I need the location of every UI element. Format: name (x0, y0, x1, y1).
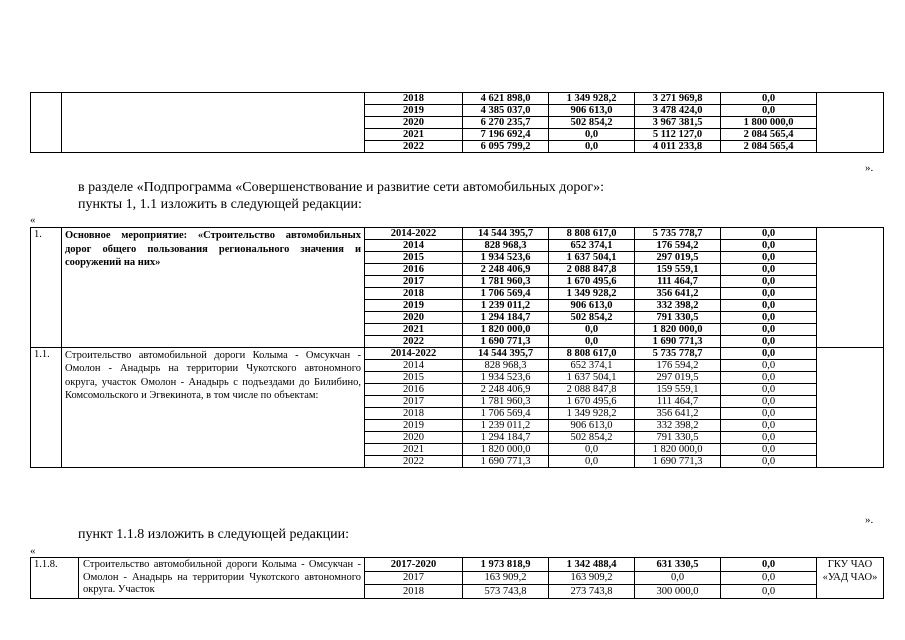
value-cell: 0,0 (721, 432, 817, 444)
value-cell: 828 968,3 (463, 360, 549, 372)
value-cell: 0,0 (721, 585, 817, 599)
year-cell: 2014-2022 (365, 348, 463, 360)
table-row (31, 348, 884, 360)
value-cell: 4 011 233,8 (635, 141, 721, 153)
year-cell: 2022 (365, 141, 463, 153)
value-cell: 5 735 778,7 (635, 348, 721, 360)
value-cell: 652 374,1 (549, 360, 635, 372)
value-cell: 0,0 (721, 456, 817, 468)
value-cell: 1 934 523,6 (463, 372, 549, 384)
value-cell: 159 559,1 (635, 384, 721, 396)
value-cell: 1 637 504,1 (549, 252, 635, 264)
value-cell: 300 000,0 (635, 585, 721, 599)
value-cell: 1 820 000,0 (463, 324, 549, 336)
value-cell: 0,0 (721, 408, 817, 420)
value-cell: 1 820 000,0 (463, 444, 549, 456)
executor-cell (817, 228, 884, 348)
year-cell: 2021 (365, 129, 463, 141)
executor-cell (817, 348, 884, 468)
value-cell: 1 690 771,3 (463, 456, 549, 468)
value-cell: 1 294 184,7 (463, 312, 549, 324)
value-cell: 0,0 (721, 228, 817, 240)
value-cell: 791 330,5 (635, 432, 721, 444)
item-number: 1. (31, 228, 62, 348)
value-cell: 0,0 (721, 420, 817, 432)
value-cell: 4 621 898,0 (463, 93, 549, 105)
point-1-1-8-intro-text: пункт 1.1.8 изложить в следующей редакции: (78, 527, 349, 542)
value-cell: 111 464,7 (635, 276, 721, 288)
year-cell: 2021 (365, 444, 463, 456)
value-cell: 0,0 (721, 372, 817, 384)
close-quote-2: ». (865, 514, 874, 526)
value-cell: 1 690 771,3 (635, 456, 721, 468)
top-table (30, 92, 884, 153)
value-cell: 502 854,2 (549, 432, 635, 444)
value-cell: 332 398,2 (635, 420, 721, 432)
year-cell: 2014-2022 (365, 228, 463, 240)
value-cell: 0,0 (549, 141, 635, 153)
value-cell: 828 968,3 (463, 240, 549, 252)
value-cell: 906 613,0 (549, 105, 635, 117)
value-cell: 1 637 504,1 (549, 372, 635, 384)
year-cell: 2019 (365, 420, 463, 432)
value-cell: 0,0 (549, 456, 635, 468)
name-cell (62, 93, 365, 153)
value-cell: 0,0 (721, 300, 817, 312)
value-cell: 0,0 (721, 264, 817, 276)
value-cell: 6 095 799,2 (463, 141, 549, 153)
value-cell: 906 613,0 (549, 420, 635, 432)
value-cell: 0,0 (721, 558, 817, 572)
value-cell: 906 613,0 (549, 300, 635, 312)
value-cell: 1 690 771,3 (635, 336, 721, 348)
value-cell: 8 808 617,0 (549, 228, 635, 240)
value-cell: 0,0 (721, 93, 817, 105)
close-quote-1: ». (865, 162, 874, 174)
value-cell: 7 196 692,4 (463, 129, 549, 141)
value-cell: 0,0 (721, 348, 817, 360)
value-cell: 3 478 424,0 (635, 105, 721, 117)
value-cell: 1 800 000,0 (721, 117, 817, 129)
item-number: 1.1.8. (31, 558, 79, 599)
value-cell: 1 349 928,2 (549, 288, 635, 300)
year-cell: 2015 (365, 372, 463, 384)
year-cell: 2018 (365, 408, 463, 420)
main-measure-table (30, 227, 884, 468)
value-cell: 0,0 (721, 360, 817, 372)
value-cell: 652 374,1 (549, 240, 635, 252)
year-cell: 2019 (365, 105, 463, 117)
value-cell: 14 544 395,7 (463, 348, 549, 360)
value-cell: 1 973 818,9 (463, 558, 549, 572)
year-cell: 2014 (365, 360, 463, 372)
value-cell: 1 239 011,2 (463, 420, 549, 432)
value-cell: 163 909,2 (463, 571, 549, 585)
item-1-1-8-table (30, 557, 884, 599)
year-cell: 2020 (365, 432, 463, 444)
value-cell: 176 594,2 (635, 360, 721, 372)
year-cell: 2016 (365, 264, 463, 276)
year-cell: 2021 (365, 324, 463, 336)
table-row (31, 558, 884, 572)
table-row (31, 93, 884, 105)
value-cell: 0,0 (635, 571, 721, 585)
value-cell: 1 294 184,7 (463, 432, 549, 444)
year-cell: 2017 (365, 276, 463, 288)
value-cell: 791 330,5 (635, 312, 721, 324)
item-number: 1.1. (31, 348, 62, 468)
value-cell: 1 706 569,4 (463, 408, 549, 420)
value-cell: 2 088 847,8 (549, 264, 635, 276)
value-cell: 5 735 778,7 (635, 228, 721, 240)
year-cell: 2015 (365, 252, 463, 264)
value-cell: 1 934 523,6 (463, 252, 549, 264)
value-cell: 573 743,8 (463, 585, 549, 599)
open-quote-2: « (30, 545, 36, 557)
value-cell: 0,0 (721, 324, 817, 336)
points-intro-text: пункты 1, 1.1 изложить в следующей редакции: (78, 197, 362, 212)
value-cell: 2 084 565,4 (721, 129, 817, 141)
value-cell: 502 854,2 (549, 117, 635, 129)
value-cell: 1 820 000,0 (635, 324, 721, 336)
year-cell: 2017 (365, 396, 463, 408)
value-cell: 273 743,8 (549, 585, 635, 599)
value-cell: 0,0 (549, 129, 635, 141)
year-cell: 2019 (365, 300, 463, 312)
value-cell: 3 271 969,8 (635, 93, 721, 105)
value-cell: 159 559,1 (635, 264, 721, 276)
value-cell: 2 088 847,8 (549, 384, 635, 396)
value-cell: 1 349 928,2 (549, 408, 635, 420)
value-cell: 0,0 (721, 384, 817, 396)
year-cell: 2018 (365, 93, 463, 105)
value-cell: 3 967 381,5 (635, 117, 721, 129)
value-cell: 0,0 (549, 444, 635, 456)
value-cell: 1 670 495,6 (549, 276, 635, 288)
table-row (31, 228, 884, 240)
value-cell: 1 342 488,4 (549, 558, 635, 572)
item-name: Строительство автомобильной дороги Колыма - Омсукчан - Омолон - Анадырь на территории Чукотского автономного округа, участок Омолон - Анадырь с подъездами до Билибино, Комсомольского и Эгвекинота, в том числе по объектам: (62, 348, 365, 468)
year-cell: 2022 (365, 336, 463, 348)
value-cell: 332 398,2 (635, 300, 721, 312)
year-cell: 2017 (365, 571, 463, 585)
value-cell: 0,0 (721, 396, 817, 408)
value-cell: 0,0 (721, 276, 817, 288)
value-cell: 0,0 (549, 324, 635, 336)
year-cell: 2020 (365, 312, 463, 324)
value-cell: 0,0 (721, 444, 817, 456)
value-cell: 0,0 (721, 312, 817, 324)
executor-cell (817, 93, 884, 153)
section-intro-text: в разделе «Подпрограмма «Совершенствование и развитие сети автомобильных дорог»: (78, 180, 605, 195)
value-cell: 176 594,2 (635, 240, 721, 252)
item-name: Основное мероприятие: «Строительство автомобильных дорог общего пользования регионального значения и сооружений на них» (62, 228, 365, 348)
value-cell: 0,0 (721, 105, 817, 117)
year-cell: 2017-2020 (365, 558, 463, 572)
value-cell: 6 270 235,7 (463, 117, 549, 129)
value-cell: 8 808 617,0 (549, 348, 635, 360)
value-cell: 111 464,7 (635, 396, 721, 408)
value-cell: 2 248 406,9 (463, 384, 549, 396)
value-cell: 1 706 569,4 (463, 288, 549, 300)
value-cell: 5 112 127,0 (635, 129, 721, 141)
value-cell: 4 385 037,0 (463, 105, 549, 117)
number-cell (31, 93, 62, 153)
value-cell: 1 820 000,0 (635, 444, 721, 456)
value-cell: 356 641,2 (635, 408, 721, 420)
value-cell: 1 781 960,3 (463, 396, 549, 408)
year-cell: 2018 (365, 288, 463, 300)
year-cell: 2016 (365, 384, 463, 396)
value-cell: 1 781 960,3 (463, 276, 549, 288)
value-cell: 356 641,2 (635, 288, 721, 300)
value-cell: 297 019,5 (635, 252, 721, 264)
value-cell: 0,0 (721, 252, 817, 264)
value-cell: 297 019,5 (635, 372, 721, 384)
year-cell: 2018 (365, 585, 463, 599)
value-cell: 14 544 395,7 (463, 228, 549, 240)
value-cell: 502 854,2 (549, 312, 635, 324)
value-cell: 2 084 565,4 (721, 141, 817, 153)
item-name: Строительство автомобильной дороги Колыма - Омсукчан - Омолон - Анадырь на территории Чукотского автономного округа. Участок (79, 558, 365, 599)
value-cell: 1 690 771,3 (463, 336, 549, 348)
value-cell: 631 330,5 (635, 558, 721, 572)
value-cell: 1 239 011,2 (463, 300, 549, 312)
value-cell: 2 248 406,9 (463, 264, 549, 276)
value-cell: 0,0 (721, 336, 817, 348)
year-cell: 2014 (365, 240, 463, 252)
value-cell: 163 909,2 (549, 571, 635, 585)
value-cell: 0,0 (721, 288, 817, 300)
value-cell: 0,0 (721, 240, 817, 252)
value-cell: 1 670 495,6 (549, 396, 635, 408)
year-cell: 2020 (365, 117, 463, 129)
value-cell: 0,0 (549, 336, 635, 348)
open-quote-1: « (30, 214, 36, 226)
value-cell: 1 349 928,2 (549, 93, 635, 105)
executor-cell: ГКУ ЧАО «УАД ЧАО» (817, 558, 884, 599)
year-cell: 2022 (365, 456, 463, 468)
value-cell: 0,0 (721, 571, 817, 585)
